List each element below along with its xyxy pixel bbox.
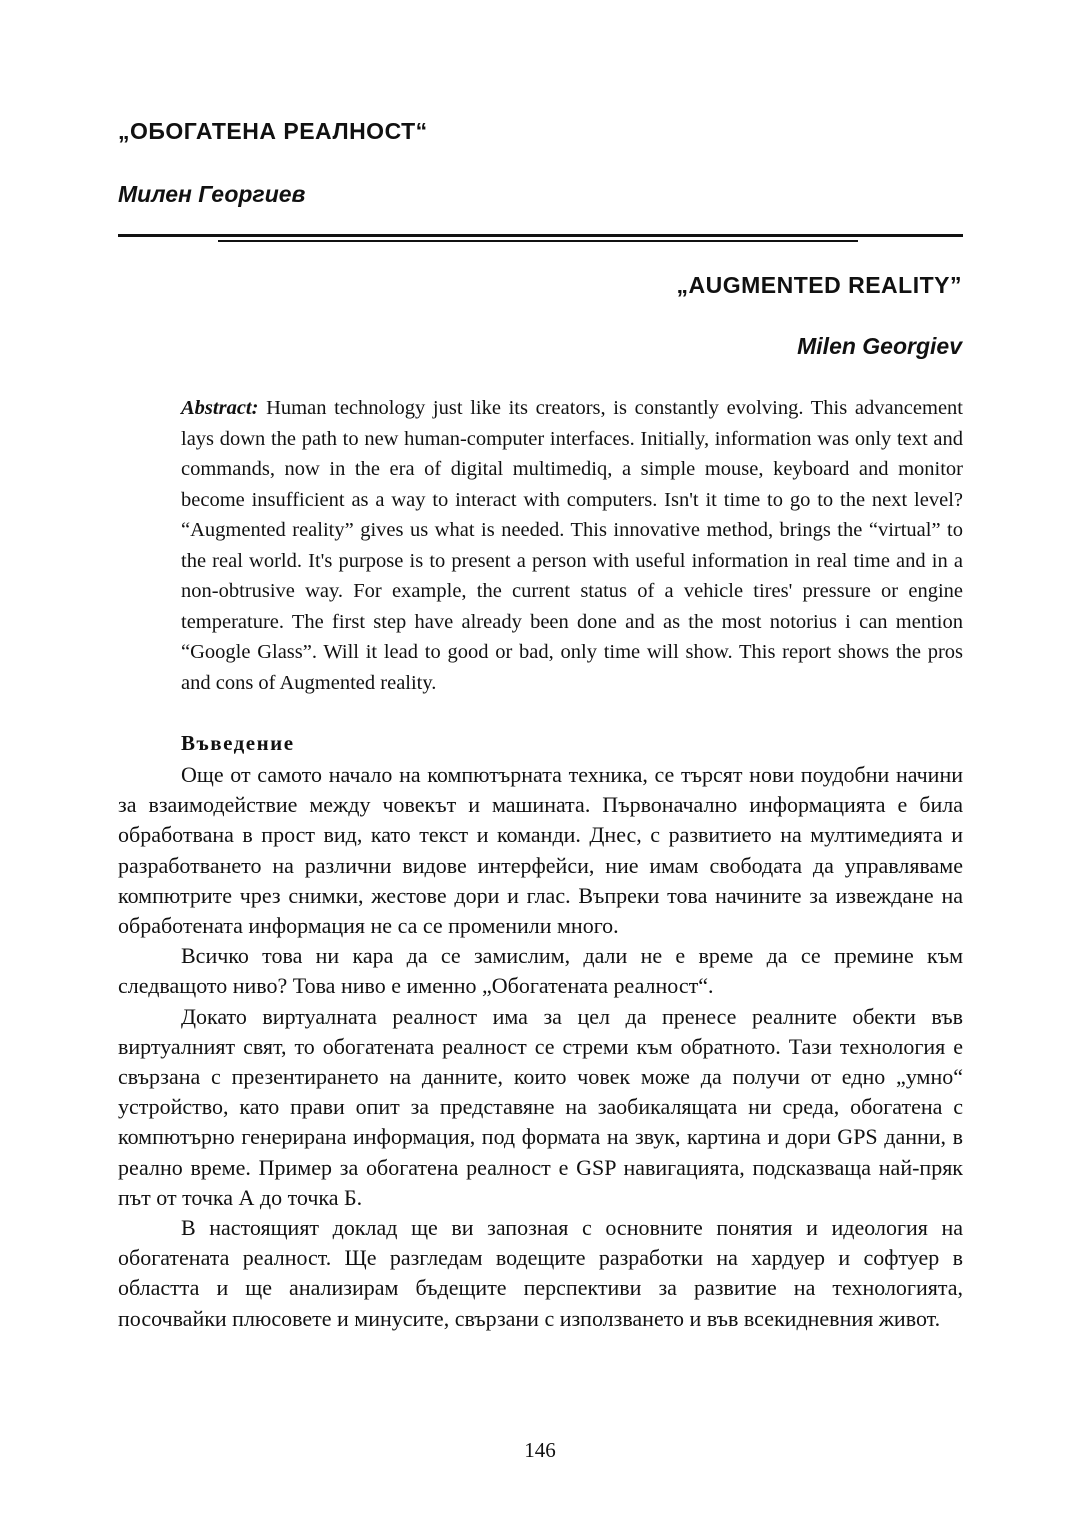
- body-paragraph: Всичко това ни кара да се замислим, дали не е време да се премине към следващото ниво? Това ниво е именно „Обогатената реалност“.: [118, 943, 963, 999]
- header-rule-short: [218, 240, 858, 242]
- section-heading: Въведение: [181, 731, 295, 755]
- section-body: [118, 760, 963, 1334]
- title-bulgarian: „ОБОГАТЕНА РЕАЛНОСТ“: [118, 118, 428, 144]
- author-bulgarian: Милен Георгиев: [118, 181, 306, 207]
- page-number: 146: [524, 1438, 556, 1462]
- header-rule-long: [118, 234, 963, 237]
- abstract-text: Human technology just like its creators, is constantly evolving. This advancement lays down the path to new human-computer interfaces. Initially, information was only text and commands, now in the era of digital multimediq, a simple mouse, keyboard and monitor become insufficient as a way to interact with computers. Isn't it time to go to the next level? “Augmented reality” gives us what is needed. This innovative method, brings the “virtual” to the real world. It's purpose is to present a person with useful information in real time and in a non-obtrusive way. For example, the current status of a vehicle tires' pressure or engine temperature. The first step have already been done and as the most notorius i can mention “Google Glass”. Will it lead to good or bad, only time will show. This report shows the pros and cons of Augmented reality.: [181, 397, 963, 694]
- body-paragraph: Още от самото начало на компютърната техника, се търсят нови поудобни начини за взаимодействие между човекът и машината. Първоначално информацията е била обработвана в прост вид, като текст и команди. Днес, с развитието на мултимедията и разработването на различни видове интерфейси, ние имам свободата да управляваме компютрите чрез снимки, жестове дори и глас. Въпреки това начините за извеждане на обработената информация не са се променили много.: [118, 762, 963, 939]
- title-english: „AUGMENTED REALITY”: [676, 272, 962, 298]
- body-paragraph: В настоящият доклад ще ви запозная с основните понятия и идеология на обогатената реалност. Ще разгледам водещите разработки на хардуер и софтуер в областта и ще анализирам бъдещите перспективи за развитие на технологията, посочвайки плюсовете и минусите, свързани с използването и във всекидневния живот.: [118, 1215, 963, 1331]
- author-english: Milen Georgiev: [797, 333, 962, 359]
- abstract-label: Abstract:: [181, 397, 259, 419]
- abstract-block: [181, 393, 963, 698]
- body-paragraph: Докато виртуалната реалност има за цел да пренесе реалните обекти във виртуалният свят, то обогатената реалност се стреми към обратното. Тази технология е свързана с презентирането на данните, които човек може да получи от едно „умно“ устройство, като прави опит за представяне на заобикалящата ни среда, обогатена с компютърно генерирана информация, под формата на звук, картина и дори GPS данни, в реално време. Пример за обогатена реалност е GSP навигацията, подсказваща най-пряк път от точка А до точка Б.: [118, 1003, 963, 1210]
